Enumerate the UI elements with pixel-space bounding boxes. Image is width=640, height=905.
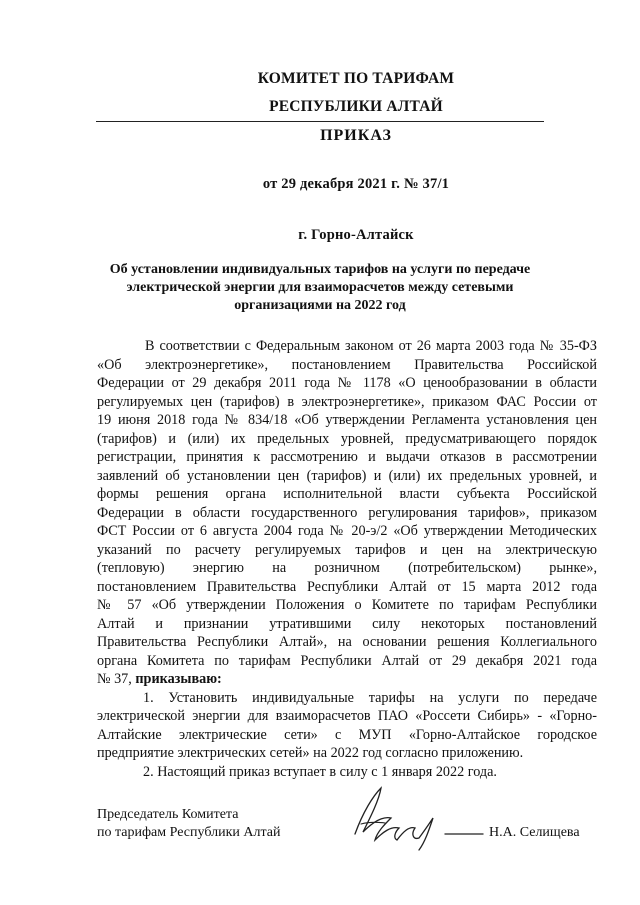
preamble-line: указаний по расчету регулируемых тарифов и цен на электрическую (97, 541, 597, 558)
preamble-line: заявлений об установлении цен (тарифов) и (или) их предельных уровней, и (97, 467, 597, 484)
handwritten-signature-icon (333, 782, 493, 852)
preamble-line: В соответствии с Федеральным законом от 26 марта 2003 года № 35-ФЗ (145, 338, 597, 354)
org-name-line1: КОМИТЕТ ПО ТАРИФАМ (257, 70, 455, 87)
issue-city: г. Горно-Алтайск (298, 227, 414, 243)
preamble-line: Федерации в области государственного регулирования тарифов», приказом (97, 504, 597, 521)
preamble-line: формы решения органа исполнительной власти субъекта Российской (97, 486, 597, 502)
preamble-final-text: № 37, (97, 671, 136, 687)
preamble-line: постановлением Правительства Республики Алтай от 15 марта 2012 года (97, 578, 597, 595)
preamble-line: Алтай и признании утратившими силу некоторых постановлений (97, 615, 597, 632)
subject-line: организациями на 2022 год (234, 298, 406, 313)
subject-line: Об установлении индивидуальных тарифов на услуги по передаче (109, 262, 531, 277)
clause-1-line: 1. Установить индивидуальные тарифы на услуги по передаче (143, 689, 597, 706)
clause-1-line: Алтайские электрические сети» с МУП «Горно-Алтайское городское (97, 726, 597, 743)
subject-line: электрической энергии для взаиморасчетов между сетевыми (126, 280, 514, 295)
clause-1-line: электрической энергии для взаиморасчетов ПАО «Россети Сибирь» - «Горно- (97, 708, 597, 724)
preamble-final-line (97, 670, 597, 689)
signatory-name: Н.А. Селищева (489, 825, 580, 840)
position-line: Председатель Комитета (97, 807, 239, 822)
document-type-title: ПРИКАЗ (320, 127, 392, 144)
preamble-line: Правительства Республики Алтай», на основании решения Коллегиального (97, 634, 597, 650)
order-date-number: от 29 декабря 2021 г. № 37/1 (262, 176, 450, 192)
clause-1-line: предприятие электрических сетей» на 2022 год согласно приложению. (97, 745, 524, 761)
preamble-line: № 57 «Об утверждении Положения о Комитете по тарифам Республики (97, 597, 597, 613)
clause-2-line: 2. Настоящий приказ вступает в силу с 1 января 2022 года. (143, 763, 497, 780)
position-line: по тарифам Республики Алтай (97, 825, 281, 840)
preamble-line: органа Комитета по тарифам Республики Алтай от 29 декабря 2021 года (97, 652, 597, 669)
preamble-line: ФСТ России от 6 августа 2004 года № 20-э/2 «Об утверждении Методических (97, 523, 597, 539)
decree-word: приказываю: (135, 671, 222, 687)
preamble-line: «Об электроэнергетике», постановлением Правительства Российской (97, 356, 597, 373)
preamble-line: регулируемых цен (тарифов) в электроэнергетике», приказом ФАС России от (97, 393, 597, 410)
signatory-position (97, 806, 280, 842)
preamble-line: Федерации от 29 декабря 2011 года № 1178 «О ценообразовании в области (97, 375, 597, 391)
preamble-line: 19 июня 2018 года № 834/18 «Об утверждении Регламента установления цен (97, 412, 597, 428)
preamble-line: (тарифов) и (или) их предельных уровней, предусматривающего порядок (97, 430, 597, 447)
preamble-line: регистрации, принятия к рассмотрению и выдачи отказов в рассмотрении (97, 449, 597, 465)
order-body (97, 337, 597, 781)
header-divider (96, 121, 544, 122)
order-subject (96, 261, 544, 315)
org-name-line2: РЕСПУБЛИКИ АЛТАЙ (269, 98, 443, 115)
preamble-line: (тепловую) энергию на розничном (потребительском) рынке», (97, 560, 597, 576)
